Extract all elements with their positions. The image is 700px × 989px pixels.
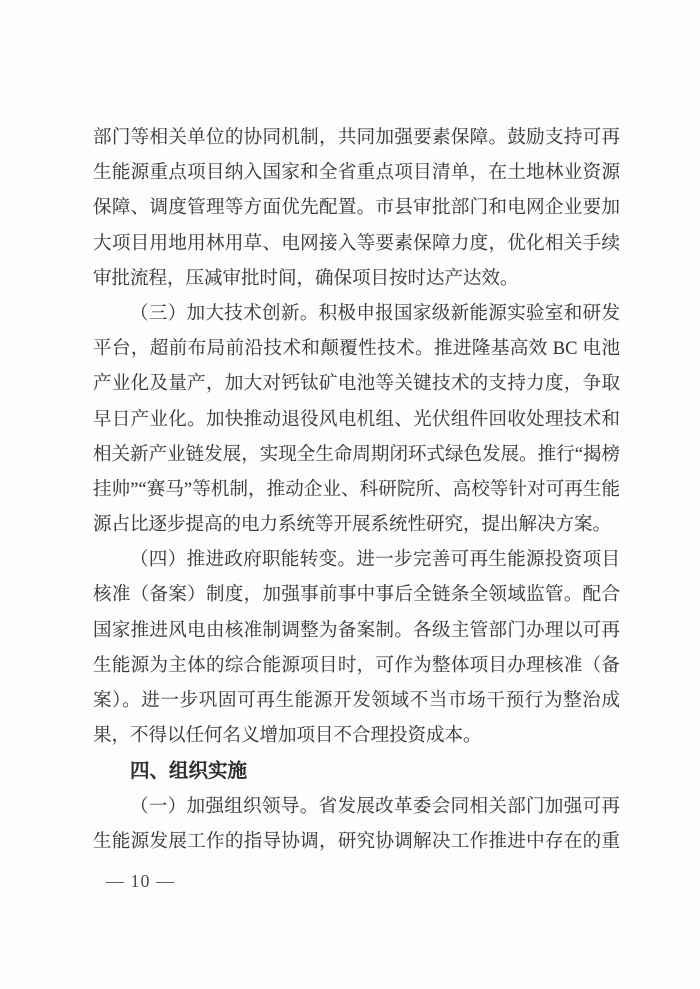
body-line: 保障、调度管理等方面优先配置。市县审批部门和电网企业要加 <box>93 198 620 219</box>
body-line: （一）加强组织领导。省发展改革委会同相关部门加强可再 <box>130 796 620 817</box>
body-line: 生能源重点项目纳入国家和全省重点项目清单，在土地林业资源 <box>93 163 620 184</box>
document-body <box>93 121 620 860</box>
body-line: 生能源为主体的综合能源项目时，可作为整体项目办理核准（备 <box>93 655 620 676</box>
body-line: 部门等相关单位的协同机制，共同加强要素保障。鼓励支持可再 <box>93 128 620 148</box>
body-line: 案）。进一步巩固可再生能源开发领域不当市场干预行为整治成 <box>93 691 620 711</box>
body-line: 审批流程，压减审批时间，确保项目按时达产达效。 <box>93 268 519 289</box>
body-line: 早日产业化。加快推动退役风电机组、光伏组件回收处理技术和 <box>93 409 620 430</box>
body-line: 国家推进风电由核准制调整为备案制。各级主管部门办理以可再 <box>93 620 620 641</box>
body-line: 果，不得以任何名义增加项目不合理投资成本。 <box>93 726 482 747</box>
body-line: 相关新产业链发展，实现全生命周期闭环式绿色发展。推行“揭榜 <box>93 444 620 465</box>
body-line: （四）推进政府职能转变。进一步完善可再生能源投资项目 <box>130 550 620 571</box>
body-line: 核准（备案）制度，加强事前事中事后全链条全领域监管。配合 <box>93 585 620 606</box>
body-line: 挂帅”“赛马”等机制，推动企业、科研院所、高校等针对可再生能 <box>93 479 620 500</box>
body-line: 平台，超前布局前沿技术和颠覆性技术。推进隆基高效 BC 电池 <box>93 339 620 360</box>
body-line: 生能源发展工作的指导协调，研究协调解决工作推进中存在的重 <box>93 831 620 852</box>
body-line: 源占比逐步提高的电力系统等开展系统性研究，提出解决方案。 <box>93 515 612 536</box>
body-line: （三）加大技术创新。积极申报国家级新能源实验室和研发 <box>130 303 620 324</box>
section-heading: 四、组织实施 <box>130 760 248 783</box>
body-line: 产业化及量产，加大对钙钛矿电池等关键技术的支持力度，争取 <box>93 374 620 395</box>
page-number: — 10 — <box>106 871 175 891</box>
body-line: 大项目用地用林用草、电网接入等要素保障力度，优化相关手续 <box>93 233 620 254</box>
